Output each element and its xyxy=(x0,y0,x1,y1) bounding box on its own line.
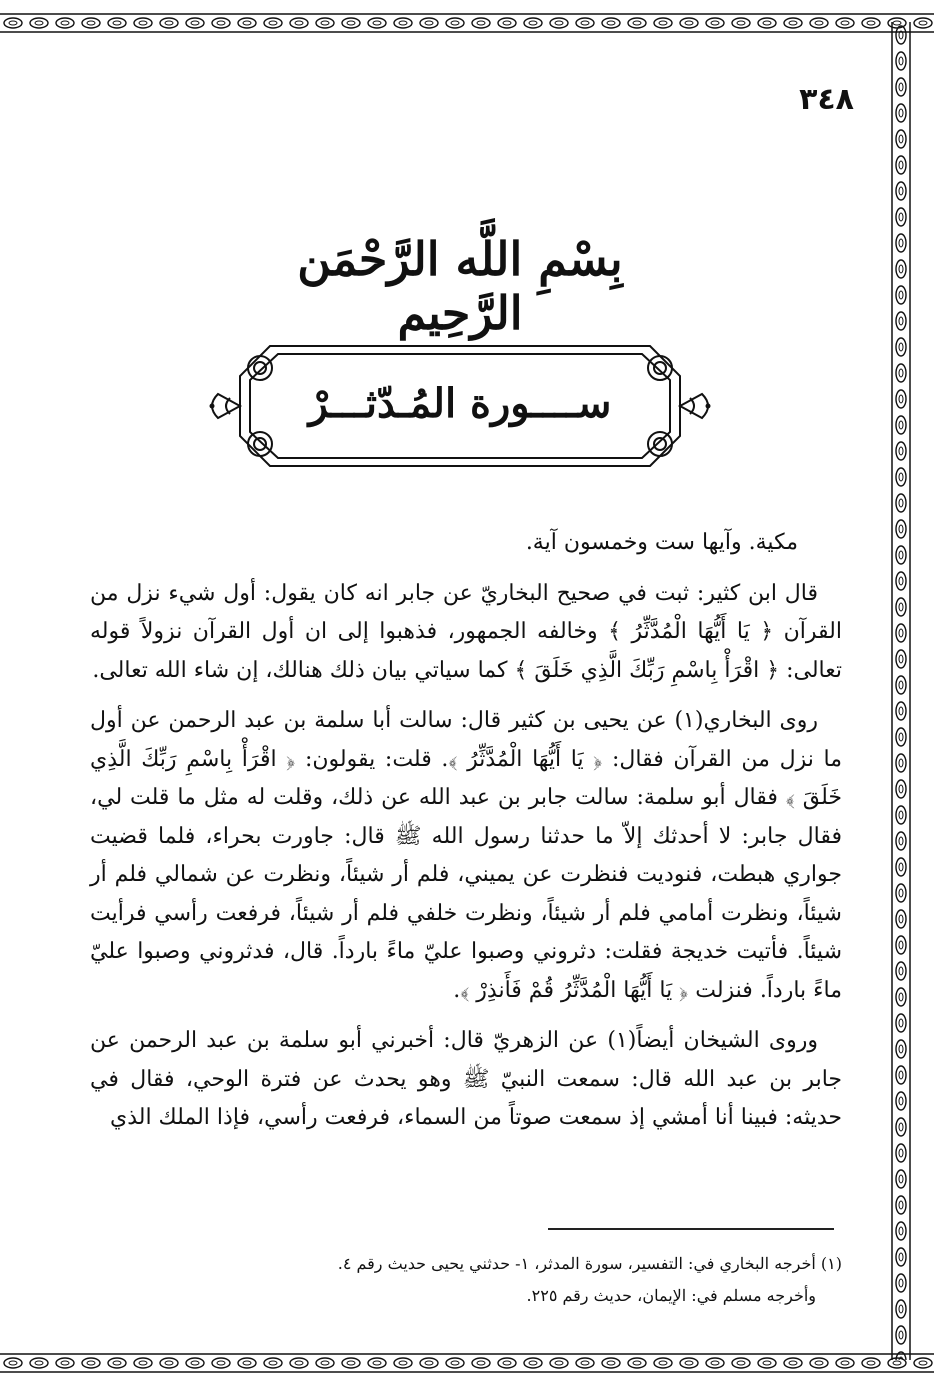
right-ornamental-border xyxy=(890,22,912,1360)
paragraph-shaykhan: وروى الشيخان أيضاً(١) عن الزهريّ قال: أخبرني أبو سلمة بن عبد الرحمن عن جابر بن عبد الله قال: سمعت النبيّ ﷺ وهو يحدث عن فترة الوحي، فقال في حديثه: فبينا أنا أمشي إذ سمعت صوتاً من السماء، فرفعت رأسي، فإذا الملك الذي xyxy=(90,1028,842,1130)
footnote-separator xyxy=(548,1228,834,1230)
sura-title: ســــورة المُـدّثـــرْ xyxy=(308,380,612,427)
paragraph-bukhari: روى البخاري(١) عن يحيى بن كثير قال: سالت أبا سلمة بن عبد الرحمن عن أول ما نزل من القرآن فقال: ﴿ يَا أَيُّهَا الْمُدَّثِّرُ ﴾. قلت: يقولون: ﴿ اقْرَأْ بِاسْمِ رَبِّكَ الَّذِي خَلَقَ ﴾ فقال أبو سلمة: سالت جابر بن عبد الله عن ذلك، وقلت له مثل ما قلت لي، فقال جابر: لا أحدثك إلاّ ما حدثنا رسول الله ﷺ قال: جاورت بحراء، فلما قضيت جواري هبطت، فنوديت فنظرت عن يميني، فلم أر شيئاً، ونظرت عن شمالي فلم أر شيئاً، ونظرت أمامي فلم أر شيئاً، ونظرت خلفي فلم أر شيئاً، فرفعت رأسي فرأيت شيئاً. فأتيت خديجة فقلت: دثروني وصبوا عليّ ماءً بارداً. قال، فدثروني وصبوا عليّ ماءً بارداً. فنزلت ﴿ يَا أَيُّهَا الْمُدَّثِّرُ قُمْ فَأَنذِرْ ﴾. xyxy=(90,708,842,1003)
page-number: ٣٤٨ xyxy=(799,82,854,117)
basmala-heading: بِسْمِ اللَّه الرَّحْمَن الرَّحِيم xyxy=(297,232,623,340)
paragraph-ibn-kathir: قال ابن كثير: ثبت في صحيح البخاريّ عن جابر انه كان يقول: أول شيء نزل من القرآن ﴿ يَا أَيُّهَا الْمُدَّثِّرُ ﴾ وخالفه الجمهور، فذهبوا إلى ان أول القرآن نزولاً قوله تعالى: ﴿ اقْرَأْ بِاسْمِ رَبِّكَ الَّذِي خَلَقَ ﴾ كما سياتي بيان ذلك هنالك، إن شاء الله تعالى. xyxy=(90,580,842,683)
footnote-1: (١) أخرجه البخاري في: التفسير، سورة المدثر، ١- حدثني يحيى حديث رقم ٤. xyxy=(337,1254,842,1273)
top-ornamental-border xyxy=(0,12,934,34)
bottom-ornamental-border xyxy=(0,1352,934,1374)
paragraph-intro: مكية. وآيها ست وخمسون آية. xyxy=(525,530,798,555)
body-text xyxy=(90,524,842,1150)
footnotes xyxy=(150,1248,842,1312)
footnote-1-continued: وأخرجه مسلم في: الإيمان، حديث رقم ٢٢٥. xyxy=(526,1286,816,1305)
